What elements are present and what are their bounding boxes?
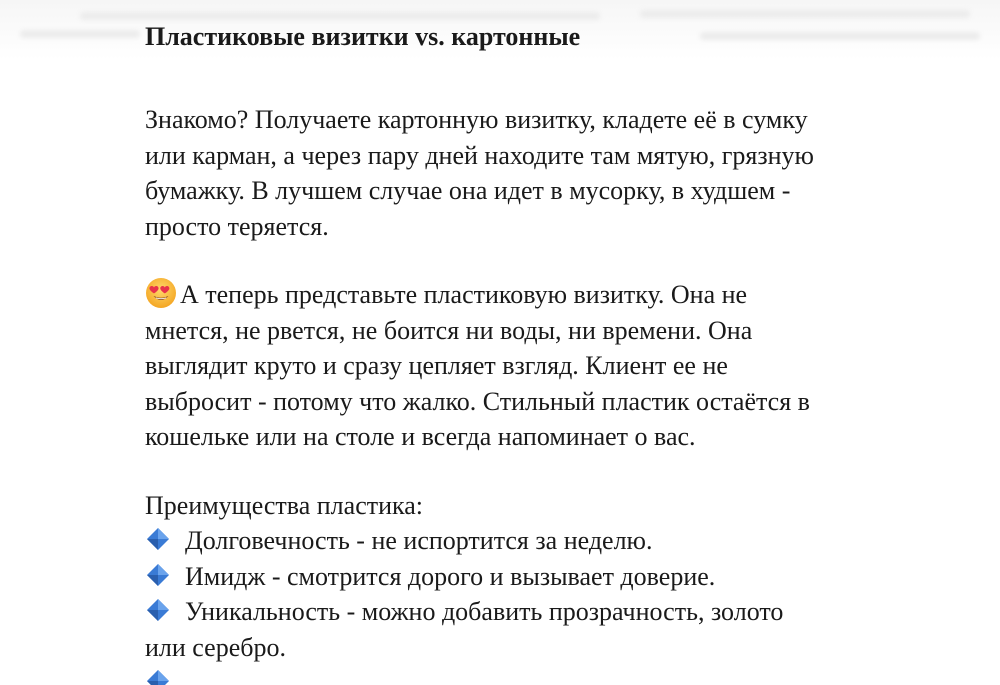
- intro-line: или карман, а через пару дней находите там мятую, грязную: [145, 138, 945, 174]
- article: [145, 18, 945, 685]
- blurred-text-fragment: [20, 30, 140, 38]
- list-item-text: Долговечность - не испортится за неделю.: [185, 526, 652, 555]
- advantages-section: [145, 488, 945, 685]
- list-item-text: Уникальность - можно добавить прозрачность, золото: [185, 597, 783, 626]
- plastic-line: выбросит - потому что жалко. Стильный пластик остаётся в: [145, 384, 945, 420]
- intro-line: бумажку. В лучшем случае она идет в мусорку, в худшем -: [145, 173, 945, 209]
- plastic-line: кошельке или на столе и всегда напоминает о вас.: [145, 419, 945, 455]
- list-item-continuation: или серебро.: [145, 630, 945, 666]
- list-item: [145, 594, 945, 630]
- heart-eyes-emoji-icon: [145, 277, 177, 309]
- plastic-line-text: А теперь представьте пластиковую визитку. Она не: [180, 280, 747, 309]
- intro-paragraph: [145, 102, 945, 244]
- advantages-heading: Преимущества пластика:: [145, 488, 945, 524]
- plastic-line: выглядит круто и сразу цепляет взгляд. Клиент ее не: [145, 348, 945, 384]
- list-item: [145, 523, 945, 559]
- blue-diamond-icon: [145, 597, 171, 623]
- blue-diamond-icon: [145, 562, 171, 588]
- plastic-paragraph: [145, 277, 945, 455]
- list-item: [145, 559, 945, 595]
- plastic-line: мнется, не рвется, не боится ни воды, ни времени. Она: [145, 313, 945, 349]
- list-item-partial: [145, 665, 945, 685]
- article-title: Пластиковые визитки vs. картонные: [145, 18, 945, 56]
- blue-diamond-icon: [145, 668, 171, 685]
- blue-diamond-icon: [145, 526, 171, 552]
- intro-line: Знакомо? Получаете картонную визитку, кладете её в сумку: [145, 102, 945, 138]
- list-item-text: Имидж - смотрится дорого и вызывает доверие.: [185, 562, 715, 591]
- blurred-text-fragment: [640, 10, 970, 18]
- intro-line: просто теряется.: [145, 209, 945, 245]
- plastic-line: [145, 277, 945, 313]
